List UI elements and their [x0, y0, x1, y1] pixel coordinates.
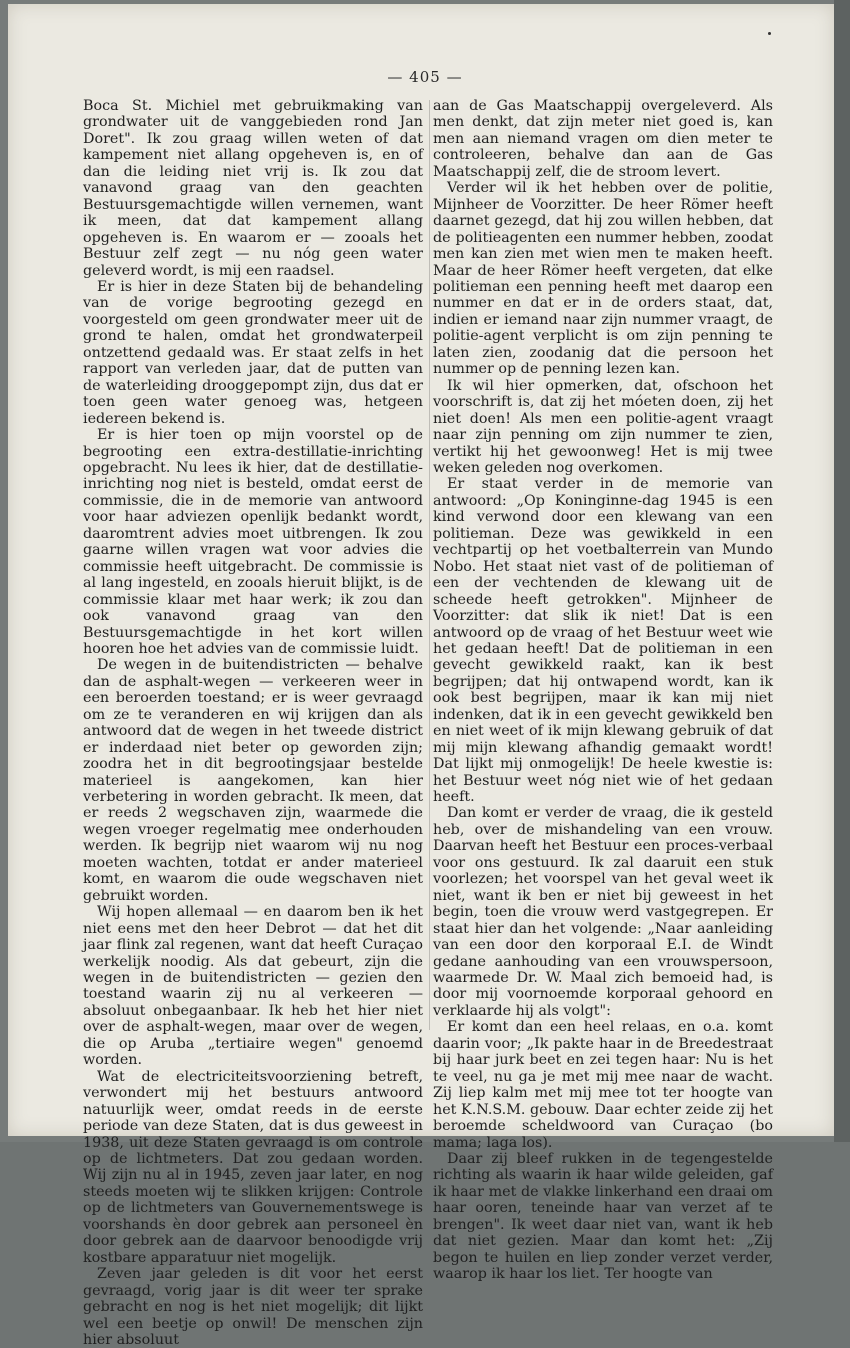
ink-speck: [768, 32, 771, 35]
paragraph: Wij hopen allemaal — en daarom ben ik het niet eens met den heer Debrot — dat het dit jaar flink zal regenen, want dat heeft Curaçao werkelijk noodig. Als dat gebeurt, zijn die wegen in de buitendistricten — gezien den toestand waarin zij nu al verkeeren — absoluut onbegaanbaar. Ik heb het hier niet over de asphalt-wegen, maar over de wegen, die op Aruba „tertiaire wegen" genoemd worden.: [83, 904, 423, 1069]
paragraph: De wegen in de buitendistricten — behalve dan de asphalt-wegen — verkeeren weer in een beroerden toestand; er is weer gevraagd om ze te veranderen en wij krijgen dan als antwoord dat de wegen in het tweede district er inderdaad niet beter op geworden zijn; zoodra het in dit begrootingsjaar bestelde materieel is aangekomen, kan hier verbetering in worden gebracht. Ik meen, dat er reeds 2 wegschaven zijn, waarmede die wegen vroeger regelmatig mee onderhouden werden. Ik begrijp niet waarom wij nu nog moeten wachten, totdat er ander materieel komt, en waarom die oude wegschaven niet gebruikt worden.: [83, 657, 423, 904]
paragraph: Dan komt er verder de vraag, die ik gesteld heb, over de mishandeling van een vrouw. Daarvan heeft het Bestuur een proces-verbaal voor ons gestuurd. Ik zal daaruit een stuk voorlezen; het voorspel van het geval weet ik niet, want ik ben er niet bij geweest in het begin, toen die vrouw werd vastgegrepen. Er staat hier dan het volgende: „Naar aanleiding van een door den korporaal E.I. de Windt gedane aanhouding van een vrouwspersoon, waarmede Dr. W. Maal zich bemoeid had, is door mij voornoemde korporaal gehoord en verklaarde hij als volgt":: [433, 805, 773, 1019]
paragraph: Er komt dan een heel relaas, en o.a. komt daarin voor; „Ik pakte haar in de Breedestraat bij haar jurk beet en zei tegen haar: Nu is het te veel, nu ga je met mij mee naar de wacht. Zij liep kalm met mij mee tot ter hoogte van het K.N.S.M. gebouw. Daar echter zeide zij het beroemde scheldwoord van Curaçao (bo mama; laga los).: [433, 1019, 773, 1151]
paragraph: Er is hier toen op mijn voorstel op de begrooting een extra-destillatie-inrichting opgebracht. Nu lees ik hier, dat de destillatie-inrichting nog niet is besteld, omdat eerst de commissie, die in de memorie van antwoord voor haar adviezen openlijk bedankt wordt, daaromtrent advies moet uitbrengen. Ik zou gaarne willen vragen wat voor advies die commissie heeft uitgebracht. De commissie is al lang ingesteld, en zooals hieruit blijkt, is de commissie klaar met haar werk; ik zou dan ook vanavond graag van den Bestuursgemachtigde in het kort willen hooren hoe het advies van de commissie luidt.: [83, 427, 423, 657]
paragraph: aan de Gas Maatschappij overgeleverd. Als men denkt, dat zijn meter niet goed is, kan men aan niemand vragen om dien meter te controleeren, behalve dan aan de Gas Maatschappij zelf, die de stroom levert.: [433, 98, 773, 180]
paragraph: Zeven jaar geleden is dit voor het eerst gevraagd, vorig jaar is dit weer ter sprake gebracht en nog is het niet mogelijk; dit lijkt wel een beetje op onwil! De menschen zijn hier absoluut: [83, 1266, 423, 1348]
paragraph: Boca St. Michiel met gebruikmaking van grondwater uit de vanggebieden rond Jan Doret". Ik zou graag willen weten of dat kampement niet allang opgeheven is, en of dan die leiding niet vrij is. Ik zou dat vanavond graag van den geachten Bestuursgemachtigde willen vernemen, want ik meen, dat dat kampement allang opgeheven is. En waarom er — zooals het Bestuur zelf zegt — nu nóg geen water geleverd wordt, is mij een raadsel.: [83, 98, 423, 279]
paragraph: Er staat verder in de memorie van antwoord: „Op Koninginne-dag 1945 is een kind verwond door een klewang van een politieman. Deze was gewikkeld in een vechtpartij op het voetbalterrein van Mundo Nobo. Het staat niet vast of de politieman of een der vechtenden de klewang uit de scheede heeft getrokken". Mijnheer de Voorzitter: dat slik ik niet! Dat is een antwoord op de vraag of het Bestuur weet wie het gedaan heeft! Dat de politieman in een gevecht gewikkeld raakt, kan ik best begrijpen; dat hij ontwapend wordt, kan ik ook best begrijpen, maar ik kan mij niet indenken, dat ik in een gevecht gewikkeld ben en niet weet of ik mijn klewang gebruik of dat mij mijn klewang afhandig gemaakt wordt! Dat lijkt mij onmogelijk! De heele kwestie is: het Bestuur weet nóg niet wie of het gedaan heeft.: [433, 476, 773, 806]
paragraph: Wat de electriciteitsvoorziening betreft, verwondert mij het bestuurs antwoord natuurlijk weer, omdat reeds in de eerste periode van deze Staten, dat is dus geweest in 1938, uit deze Staten gevraagd is om controle op de lichtmeters. Dat zou gedaan worden. Wij zijn nu al in 1945, zeven jaar later, en nog steeds moeten wij te slikken krijgen: Controle op de lichtmeters van Gouvernementswege is voorshands èn door gebrek aan personeel èn door gebrek aan de daarvoor benoodigde vrij kostbare apparatuur niet mogelijk.: [83, 1068, 423, 1266]
right-text-column: [433, 98, 773, 1283]
left-text-column: [83, 98, 423, 1348]
page-number: — 405 —: [387, 68, 463, 86]
page-edge-shadow: [834, 0, 850, 1142]
paragraph: Daar zij bleef rukken in de tegengestelde richting als waarin ik haar wilde geleiden, gaf ik haar met de vlakke linkerhand een draai om haar ooren, teneinde haar van verzet af te brengen". Ik weet daar niet van, want ik heb dat niet gezien. Maar dan komt het: „Zij begon te huilen en liep zonder verzet verder, waarop ik haar los liet. Ter hoogte van: [433, 1151, 773, 1283]
paragraph: Er is hier in deze Staten bij de behandeling van de vorige begrooting gezegd en voorgesteld om geen grondwater meer uit de grond te halen, omdat het grondwaterpeil ontzettend gedaald was. Er staat zelfs in het rapport van verleden jaar, dat de putten van de waterleiding drooggepompt zijn, dus dat er toen geen water genoeg was, hetgeen iedereen bekend is.: [83, 278, 423, 427]
paragraph: Verder wil ik het hebben over de politie, Mijnheer de Voorzitter. De heer Römer heeft daarnet gezegd, dat hij zou willen hebben, dat de politieagenten een nummer hebben, zoodat men kan zien met wien men te maken heeft. Maar de heer Römer heeft vergeten, dat elke politieman een penning heeft met daarop een nummer en dat er in de orders staat, dat, indien er iemand naar zijn nummer vraagt, de politie-agent verplicht is om zijn penning te laten zien, zoodanig dat die persoon het nummer op de penning lezen kan.: [433, 180, 773, 378]
paragraph: Ik wil hier opmerken, dat, ofschoon het voorschrift is, dat zij het móeten doen, zij het niet doen! Als men een politie-agent vraagt naar zijn penning om zijn nummer te zien, vertikt hij het gewoonweg! Het is mij twee weken geleden nog overkomen.: [433, 377, 773, 476]
column-divider: [429, 100, 430, 1030]
